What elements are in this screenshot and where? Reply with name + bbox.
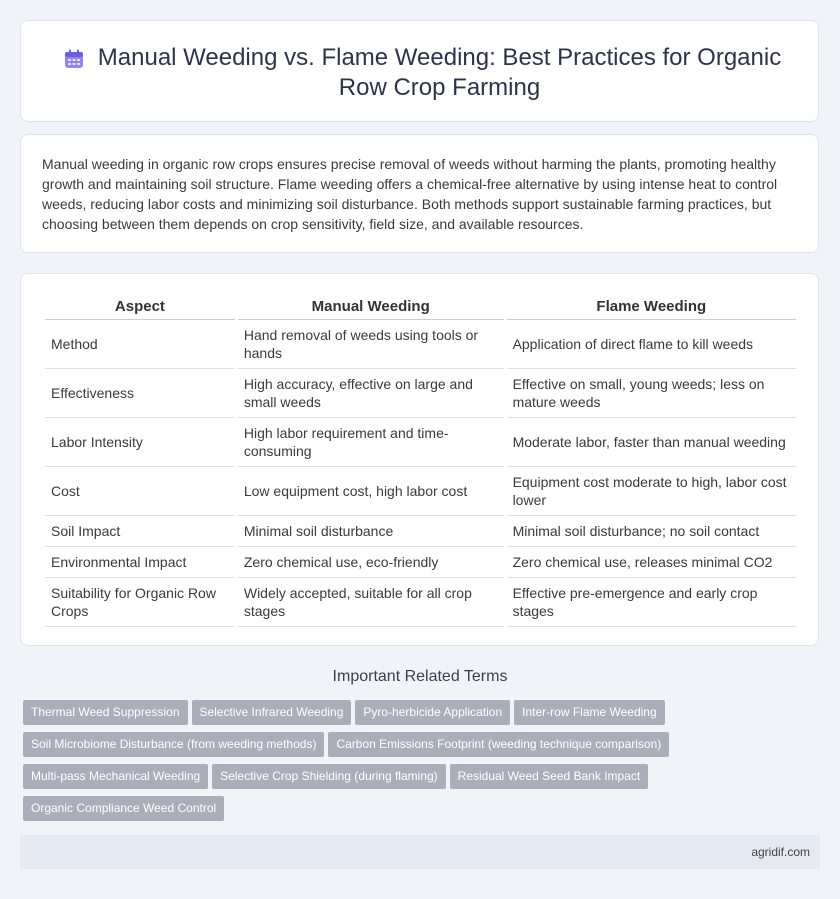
- related-term-tag[interactable]: Thermal Weed Suppression: [23, 700, 188, 725]
- table-cell: Soil Impact: [45, 516, 235, 547]
- related-term-tag[interactable]: Inter-row Flame Weeding: [514, 700, 665, 725]
- title-card: [20, 20, 819, 122]
- footer: [20, 835, 820, 869]
- table-cell: High labor requirement and time-consuming: [238, 418, 504, 467]
- table-row: [45, 516, 796, 547]
- column-header: Aspect: [45, 294, 235, 320]
- table-header-row: [45, 294, 796, 320]
- table-cell: Moderate labor, faster than manual weeding: [507, 418, 796, 467]
- table-cell: Minimal soil disturbance; no soil contact: [507, 516, 796, 547]
- related-term-tag[interactable]: Multi-pass Mechanical Weeding: [23, 764, 208, 789]
- table-row: [45, 418, 796, 467]
- related-term-tag[interactable]: Pyro-herbicide Application: [355, 700, 510, 725]
- table-cell: Minimal soil disturbance: [238, 516, 504, 547]
- table-cell: Method: [45, 320, 235, 369]
- table-cell: Hand removal of weeds using tools or hands: [238, 320, 504, 369]
- table-cell: Environmental Impact: [45, 547, 235, 578]
- table-cell: Suitability for Organic Row Crops: [45, 578, 235, 627]
- related-term-tag[interactable]: Selective Crop Shielding (during flaming): [212, 764, 445, 789]
- intro-card: [20, 134, 819, 253]
- column-header: Manual Weeding: [238, 294, 504, 320]
- related-term-tag[interactable]: Selective Infrared Weeding: [192, 700, 352, 725]
- table-cell: Application of direct flame to kill weeds: [507, 320, 796, 369]
- table-cell: Equipment cost moderate to high, labor cost lower: [507, 467, 796, 516]
- site-credit[interactable]: agridif.com: [751, 845, 810, 859]
- related-terms-list: [23, 700, 803, 828]
- table-cell: Effective pre-emergence and early crop stages: [507, 578, 796, 627]
- column-header: Flame Weeding: [507, 294, 796, 320]
- intro-paragraph: Manual weeding in organic row crops ensures precise removal of weeds without harming the plants, promoting healthy growth and maintaining soil structure. Flame weeding offers a chemical-free alternative by using intense heat to control weeds, reducing labor costs and minimizing soil disturbance. Both methods support sustainable farming practices, but choosing between them depends on crop sensitivity, field size, and available resources.: [42, 156, 778, 232]
- table-cell: Labor Intensity: [45, 418, 235, 467]
- table-row: [45, 547, 796, 578]
- table-row: [45, 578, 796, 627]
- table-cell: Effective on small, young weeds; less on mature weeds: [507, 369, 796, 418]
- table-cell: Low equipment cost, high labor cost: [238, 467, 504, 516]
- related-term-tag[interactable]: Residual Weed Seed Bank Impact: [450, 764, 649, 789]
- table-cell: Cost: [45, 467, 235, 516]
- table-row: [45, 320, 796, 369]
- related-term-tag[interactable]: Carbon Emissions Footprint (weeding technique comparison): [328, 732, 669, 757]
- table-cell: Zero chemical use, releases minimal CO2: [507, 547, 796, 578]
- table-row: [45, 467, 796, 516]
- table-row: [45, 369, 796, 418]
- table-cell: High accuracy, effective on large and small weeds: [238, 369, 504, 418]
- page-title: Manual Weeding vs. Flame Weeding: Best Practices for Organic Row Crop Farming: [97, 44, 782, 101]
- table-cell: Effectiveness: [45, 369, 235, 418]
- table-cell: Widely accepted, suitable for all crop stages: [238, 578, 504, 627]
- related-term-tag[interactable]: Organic Compliance Weed Control: [23, 796, 224, 821]
- related-term-tag[interactable]: Soil Microbiome Disturbance (from weeding methods): [23, 732, 324, 757]
- table-cell: Zero chemical use, eco-friendly: [238, 547, 504, 578]
- related-terms-heading: Important Related Terms: [332, 668, 508, 685]
- comparison-card: [20, 273, 819, 646]
- comparison-table: [42, 294, 799, 627]
